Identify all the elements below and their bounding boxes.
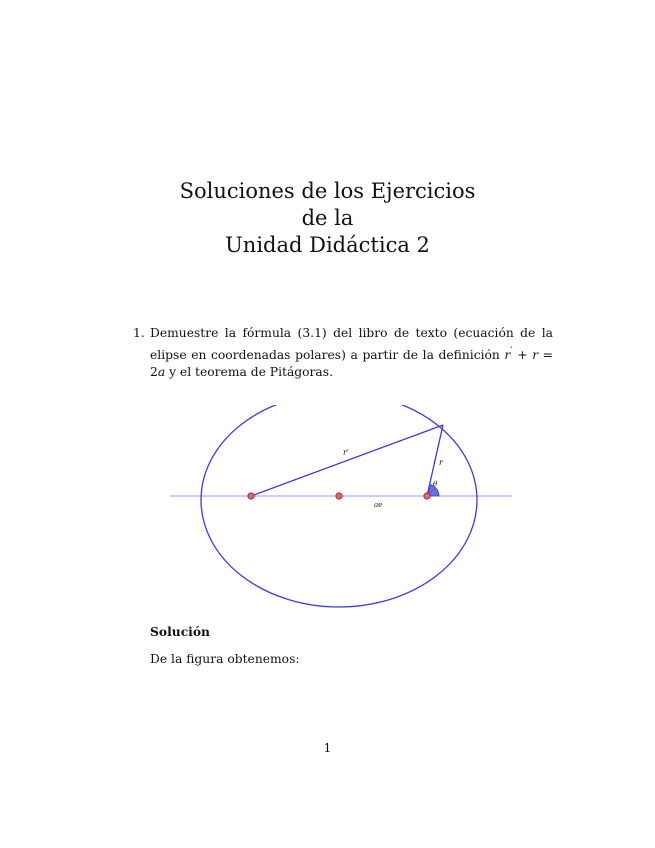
exercise-number: 1. bbox=[133, 326, 145, 340]
title-line-2: de la bbox=[301, 206, 354, 230]
solution-heading: Solución bbox=[150, 624, 210, 639]
center-point bbox=[336, 493, 342, 499]
label-ae: ae bbox=[374, 501, 383, 509]
ellipse-curve bbox=[201, 405, 477, 607]
title-line-1: Soluciones de los Ejercicios bbox=[179, 179, 476, 203]
statement-text-after: y el teorema de Pitágoras. bbox=[165, 365, 333, 380]
page-number: 1 bbox=[323, 740, 332, 755]
label-r: r bbox=[439, 458, 443, 467]
title-line-3: Unidad Didáctica 2 bbox=[225, 233, 430, 257]
label-theta: θ bbox=[433, 480, 438, 488]
label-r-prime: r′ bbox=[343, 448, 349, 457]
statement-text-before: Demuestre la fórmula (3.1) del libro de texto (ecuación de la elipse en coordenadas polares) a partir de la definición bbox=[150, 326, 553, 362]
formula-r: r bbox=[532, 347, 539, 362]
exercise-1 bbox=[133, 325, 553, 382]
focus-right-point bbox=[424, 493, 430, 499]
solution-text: De la figura obtenemos: bbox=[150, 652, 300, 666]
focus-left-point bbox=[248, 493, 254, 499]
formula-a: a bbox=[157, 365, 166, 380]
formula-plus: + bbox=[512, 347, 533, 362]
formula-prime: ′ bbox=[510, 344, 513, 357]
exercise-statement bbox=[150, 325, 553, 382]
document-title bbox=[0, 178, 655, 259]
ellipse-figure bbox=[150, 405, 520, 615]
formula-equals: = 2 bbox=[150, 347, 553, 380]
segment-r-prime bbox=[251, 425, 443, 496]
formula-r-prime: r bbox=[504, 347, 511, 362]
